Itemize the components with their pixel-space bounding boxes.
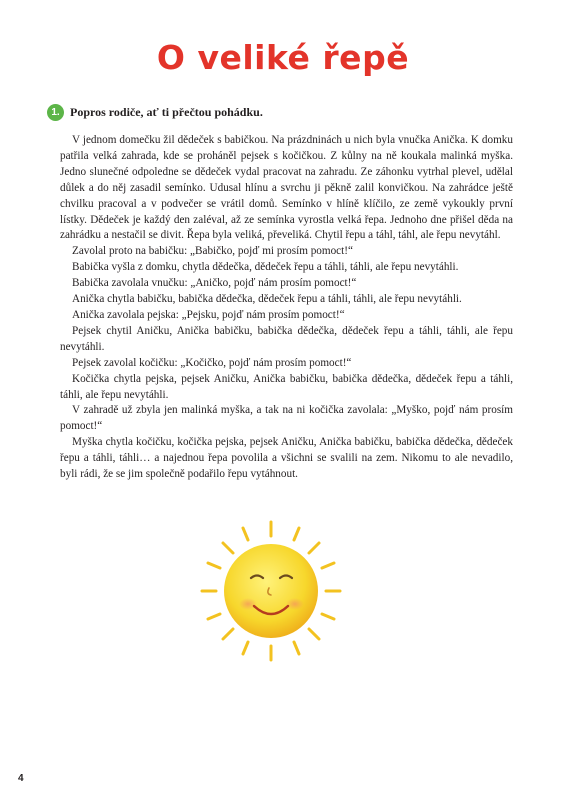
sun-icon [196, 516, 346, 666]
story-paragraph: Zavolal proto na babičku: „Babičko, pojď mi prosím pomoct!“ [72, 245, 353, 258]
task-instruction [47, 104, 263, 121]
story-paragraph: Anička chytla babičku, babička dědečka, dědeček řepu a táhli, táhli, ale řepu nevytáhli. [72, 293, 462, 306]
story-paragraph: Pejsek zavolal kočičku: „Kočičko, pojď nám prosím pomoct!“ [72, 356, 352, 369]
page-title: O veliké řepě [156, 38, 410, 77]
story-paragraph: Anička zavolala pejska: „Pejsku, pojď nám prosím pomoct!“ [72, 308, 345, 321]
story-paragraph: Babička zavolala vnučku: „Aničko, pojď nám prosím pomoct!“ [72, 277, 357, 290]
task-number-badge: 1. [47, 104, 64, 121]
story-paragraph: Kočička chytla pejska, pejsek Aničku, Anička babičku, babička dědečka, dědeček řepu a táhli, táhli, ale řepu nevytáhli. [60, 372, 513, 401]
story-paragraph: Pejsek chytil Aničku, Anička babičku, babička dědečka, dědeček řepu a táhli, táhli, ale řepu nevytáhli. [60, 324, 513, 353]
story-paragraph: V jednom domečku žil dědeček s babičkou. Na prázdninách u nich byla vnučka Anička. K domku patřila velká zahrada, kde se proháněl pejsek s kočičkou. Z kůlny na ně koukala malinká myška. Jedno slunečné odpoledne se dědeček vydal pracovat na zahradu. Ze záhonku vytrhal plevel, udělal důlek a do něj zasadil semínko. Udusal hlínu a svrchu ji pěkně zalil konvičkou. Na zahrádce ještě chvilku pracoval a v podvečer se vrátil domů. Semínko v hlíně klíčilo, ze země vykoukly první lístky. Dědeček je každý den zaléval, až ze semínka vyrostla velká řepa. Jednoho dne přišel děda na zahrádku a nestačil se divit. Řepa byla veliká, převeliká. Chytil řepu a táhl, táhl, ale řepu nevytáhl. [60, 134, 513, 242]
story-paragraph: Myška chytla kočičku, kočička pejska, pejsek Aničku, Anička babičku, babička dědečka, dědeček řepu a táhli, táhli… a najednou řepa povolila a všichni se svalili na zem. Nikomu to ale nevadilo, byli rádi, že se jim společně podařilo řepu vytáhnout. [60, 436, 513, 481]
page-number: 4 [18, 773, 24, 784]
story-paragraph: V zahradě už zbyla jen malinká myška, a tak na ni kočička zavolala: „Myško, pojď nám prosím pomoct!“ [60, 404, 513, 433]
story-paragraph: Babička vyšla z domku, chytla dědečka, dědeček řepu a táhli, táhli, ale řepu nevytáhli. [72, 261, 459, 274]
story-text [60, 133, 513, 483]
task-text: Popros rodiče, ať ti přečtou pohádku. [70, 105, 263, 119]
